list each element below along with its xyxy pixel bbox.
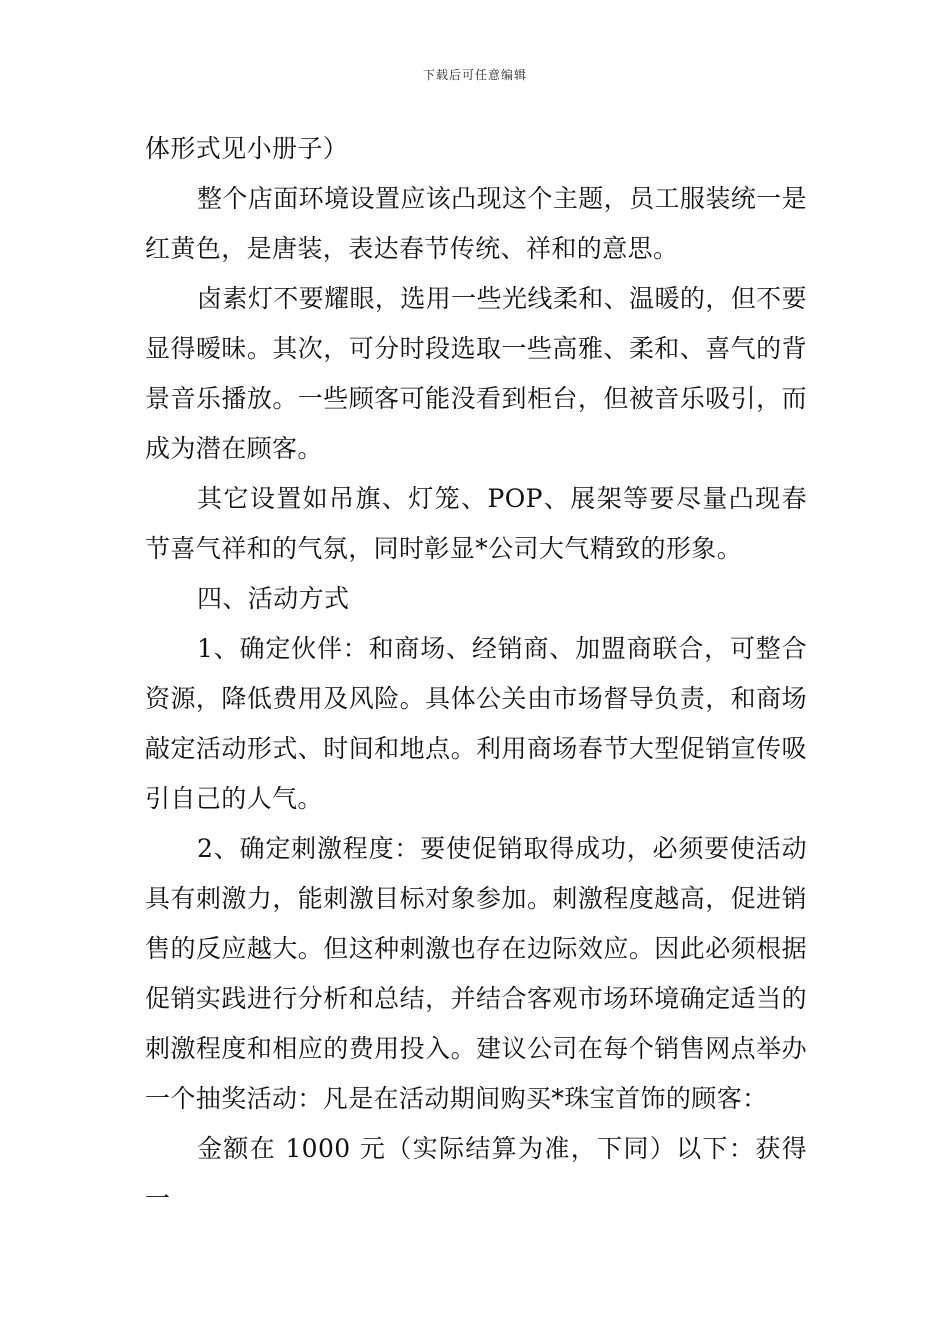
paragraph-1: 体形式见小册子） <box>145 134 349 163</box>
paragraph-2: 整个店面环境设置应该凸现这个主题，员工服装统一是红黄色，是唐装，表达春节传统、祥和的意思。 <box>145 184 807 263</box>
section-heading: 四、活动方式 <box>197 584 350 613</box>
paragraph-3: 卤素灯不要耀眼，选用一些光线柔和、温暖的，但不要显得暧昧。其次，可分时段选取一些高雅、柔和、喜气的背景音乐播放。一些顾客可能没看到柜台，但被音乐吸引，而成为潜在顾客。 <box>145 284 807 463</box>
paragraph-6: 2、确定刺激程度：要使促销取得成功，必须要使活动具有刺激力，能刺激目标对象参加。刺激程度越高，促进销售的反应越大。但这种刺激也存在边际效应。因此必须根据促销实践进行分析和总结，并结合客观市场环境确定适当的刺激程度和相应的费用投入。建议公司在每个销售网点举办一个抽奖活动：凡是在活动期间购买*珠宝首饰的顾客： <box>145 834 807 1113</box>
paragraph-4: 其它设置如吊旗、灯笼、POP、展架等要尽量凸现春节喜气祥和的气氛，同时彰显*公司大气精致的形象。 <box>145 484 807 563</box>
document-body <box>145 124 807 1224</box>
paragraph-7: 金额在 1000 元（实际结算为准，下同）以下：获得一 <box>145 1134 807 1213</box>
paragraph-5: 1、确定伙伴：和商场、经销商、加盟商联合，可整合资源，降低费用及风险。具体公关由市场督导负责，和商场敲定活动形式、时间和地点。利用商场春节大型促销宣传吸引自己的人气。 <box>145 634 807 813</box>
page-header: 下载后可任意编辑 <box>422 68 527 82</box>
